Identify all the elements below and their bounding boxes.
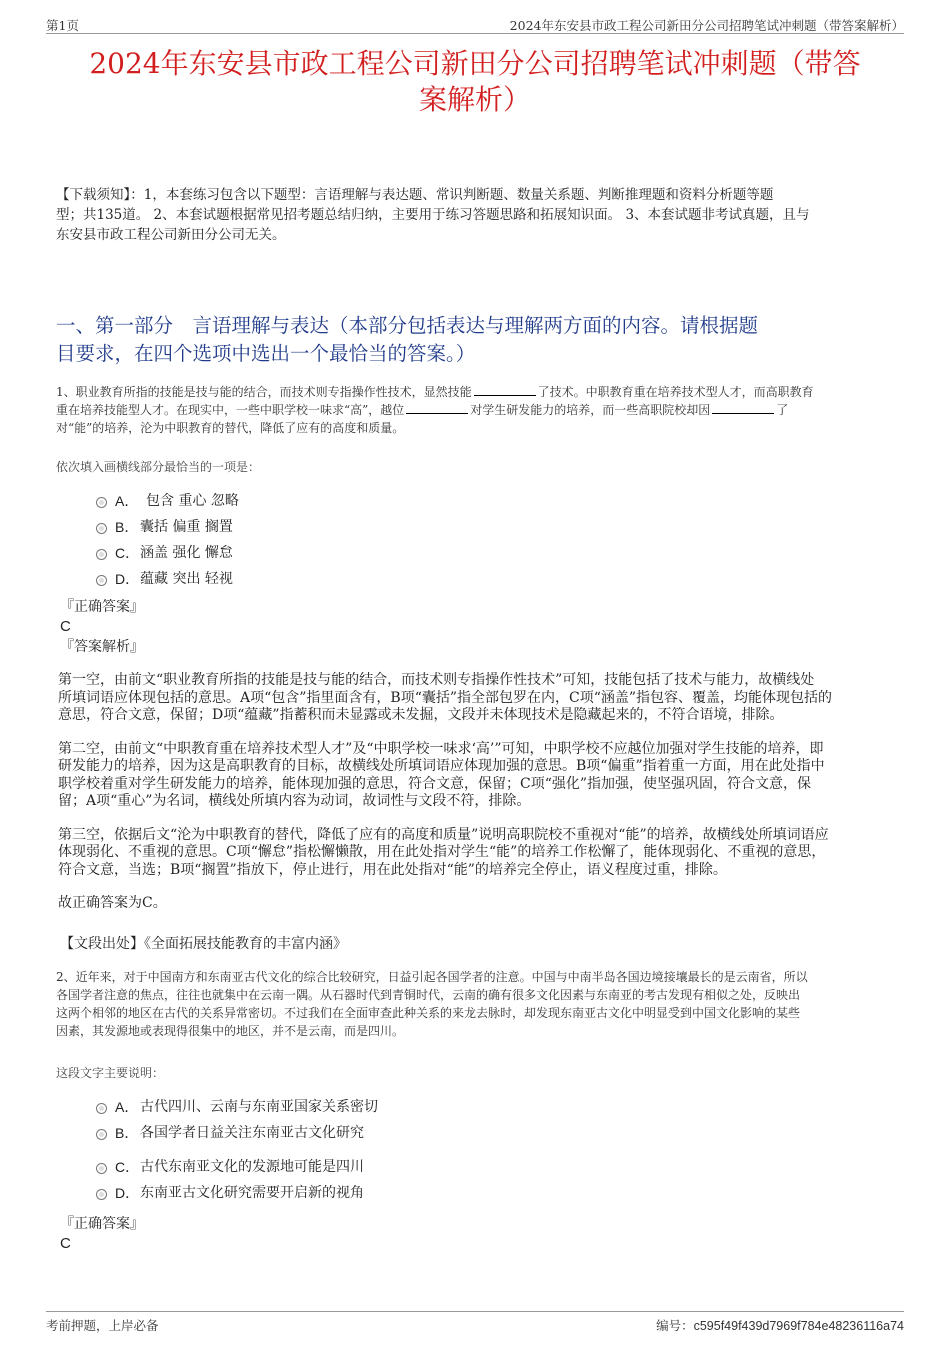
question-1-source: 【文段出处】《全面拓展技能教育的丰富内涵》	[60, 936, 347, 952]
radio-button[interactable]	[96, 1189, 107, 1200]
question-2-options	[96, 1094, 796, 1206]
section-heading-line-2: 目要求，在四个选项中选出一个最恰当的答案。）	[56, 342, 476, 365]
analysis-line: 职学校着重对学生研发能力的培养，能体现加强的意思，符合文意，保留；C项“强化”指加强，使坚强巩固，符合文意，保	[58, 775, 812, 792]
analysis-line: 体现弱化、不重视的意思。C项“懈怠”指松懈懒散，用在此处指对学生“能”的培养工作松懈了，能体现弱化、不重视的意思，	[58, 844, 826, 860]
radio-button[interactable]	[96, 523, 107, 534]
title-line-1: 2024年东安县市政工程公司新田分公司招聘笔试冲刺题（带答	[89, 47, 861, 80]
stem-text: 1、职业教育所指的技能是技与能的结合，而技术则专指操作性技术，显然技能	[56, 385, 472, 399]
option-text: 东南亚古文化研究需要开启新的视角	[140, 1185, 364, 1201]
radio-button[interactable]	[96, 497, 107, 508]
option-letter: B．	[115, 519, 139, 535]
question-1-analysis	[58, 672, 898, 929]
question-1-line-3: 对“能”的培养，沦为中职教育的替代，降低了应有的高度和质量。	[56, 421, 405, 435]
q1-option-b[interactable]	[96, 514, 796, 540]
section-heading	[56, 312, 900, 368]
question-2-answer	[60, 1214, 144, 1254]
header-doc-title: 2024年东安县市政工程公司新田分公司招聘笔试冲刺题（带答案解析）	[509, 18, 904, 33]
page-header	[46, 14, 904, 34]
question-2-prompt: 这段文字主要说明：	[56, 1066, 165, 1080]
option-text: 涵盖 强化 懈怠	[140, 545, 233, 561]
option-text: 古代东南亚文化的发源地可能是四川	[140, 1159, 364, 1175]
fill-blank-3	[712, 401, 774, 414]
option-text: 蕴藏 突出 轻视	[140, 571, 233, 587]
option-letter: C．	[115, 545, 140, 561]
page-number: 第1页	[46, 18, 79, 33]
section-heading-line-1: 一、第一部分 言语理解与表达（本部分包括表达与理解两方面的内容。请根据题	[56, 314, 759, 337]
code-label: 编号：	[656, 1318, 694, 1333]
answer-label: 『正确答案』	[60, 1216, 144, 1232]
question-2-stem	[56, 968, 900, 1040]
answer-value: C	[60, 618, 71, 635]
document-code	[656, 1316, 904, 1334]
notice-line-1: 【下载须知】：1，本套练习包含以下题型：言语理解与表达题、常识判断题、数量关系题、判断推理题和资料分析题等题	[56, 187, 774, 203]
option-letter: A．	[115, 493, 139, 509]
analysis-line: 符合文意，当选；B项“搁置”指放下，停止进行，用在此处指对“能”的培养完全停止，语义程度过重，排除。	[58, 861, 727, 878]
notice-line-3: 东安县市政工程公司新田分公司无关。	[56, 227, 286, 243]
analysis-line: 故正确答案为C。	[58, 895, 167, 911]
q2-option-d[interactable]	[96, 1180, 796, 1206]
analysis-paragraph	[58, 895, 898, 913]
option-letter: A．	[115, 1099, 139, 1115]
analysis-line: 留；A项“重心”为名词，横线处所填内容为动词，故词性与文段不符，排除。	[58, 793, 531, 809]
q2-option-a[interactable]	[96, 1094, 796, 1120]
analysis-paragraph	[58, 672, 898, 725]
option-letter: D．	[115, 1185, 140, 1201]
analysis-label: 『答案解析』	[60, 639, 144, 655]
document-title	[46, 46, 904, 118]
analysis-line: 第三空，依据后文“沦为中职教育的替代，降低了应有的高度和质量”说明高职院校不重视对“能”的培养，故横线处所填词语应	[58, 826, 829, 843]
stem-text: 了技术。中职教育重在培养技术型人才，而高职教育	[537, 385, 814, 399]
question-1-line-1	[56, 383, 900, 401]
option-letter: C．	[115, 1159, 140, 1175]
answer-label: 『正确答案』	[60, 599, 144, 615]
analysis-line: 所填词语应体现包括的意思。A项“包含”指里面含有，B项“囊括”指全部包罗在内，C项“涵盖”指包容、覆盖，均能体现包括的	[58, 689, 833, 706]
radio-button[interactable]	[96, 1163, 107, 1174]
option-text: 各国学者日益关注东南亚古文化研究	[140, 1125, 364, 1141]
q2-option-c[interactable]	[96, 1154, 796, 1180]
question-2-line: 2、近年来，对于中国南方和东南亚古代文化的综合比较研究，日益引起各国学者的注意。中国与中南半岛各国边境接壤最长的是云南省，所以	[56, 970, 808, 984]
download-notice	[56, 185, 900, 245]
radio-button[interactable]	[96, 549, 107, 560]
analysis-line: 第二空，由前文“中职教育重在培养技术型人才”及“中职学校一味求‘高’”可知，中职学校不应越位加强对学生技能的培养，即	[58, 740, 824, 757]
question-2-line: 这两个相邻的地区在古代的关系异常密切。不过我们在全面审查此种关系的来龙去脉时，却发现东南亚古文化中明显受到中国文化影响的某些	[56, 1006, 801, 1020]
footer-slogan: 考前押题，上岸必备	[46, 1318, 159, 1333]
q1-option-c[interactable]	[96, 540, 796, 566]
option-text: 囊括 偏重 搁置	[140, 519, 233, 535]
stem-text: 重在培养技能型人才。在现实中，一些中职学校一味求“高”，越位	[56, 403, 405, 417]
stem-text: 对学生研发能力的培养，而一些高职院校却因	[470, 403, 711, 417]
question-1-line-2	[56, 401, 900, 419]
title-line-2: 案解析）	[418, 83, 531, 116]
option-letter: D．	[115, 571, 140, 587]
answer-value: C	[60, 1235, 71, 1252]
question-1-options	[96, 488, 796, 592]
q1-option-a[interactable]	[96, 488, 796, 514]
question-1-stem	[56, 383, 900, 437]
code-value: c595f49f439d7969f784e48236116a74	[693, 1319, 904, 1333]
option-text: 古代四川、云南与东南亚国家关系密切	[140, 1099, 378, 1115]
analysis-paragraph	[58, 741, 898, 811]
question-1-prompt: 依次填入画横线部分最恰当的一项是：	[56, 460, 261, 474]
radio-button[interactable]	[96, 1129, 107, 1140]
radio-button[interactable]	[96, 575, 107, 586]
option-text: 包含 重心 忽略	[146, 493, 239, 509]
notice-line-2: 型；共135道。 2、本套试题根据常见招考题总结归纳，主要用于练习答题思路和拓展知识面。 3、本套试题非考试真题，且与	[56, 207, 810, 223]
q1-option-d[interactable]	[96, 566, 796, 592]
radio-button[interactable]	[96, 1103, 107, 1114]
question-2-line: 各国学者注意的焦点，往往也就集中在云南一隅。从石器时代到青铜时代，云南的确有很多文化因素与东南亚的考古发现有相似之处，反映出	[56, 988, 801, 1002]
stem-text: 了	[776, 403, 789, 417]
analysis-line: 研发能力的培养，因为这是高职教育的目标，故横线处所填词语应体现加强的意思。B项“偏重”指着重一方面，用在此处指中	[58, 758, 825, 774]
fill-blank-1	[474, 383, 536, 396]
question-1-answer	[60, 597, 144, 657]
option-letter: B．	[115, 1125, 139, 1141]
analysis-line: 意思，符合文意，保留；D项“蕴藏”指蓄积而未显露或未发掘，文段并未体现技术是隐藏起来的，不符合语境，排除。	[58, 707, 784, 723]
question-2-line: 因素，其发源地或表现得很集中的地区，并不是云南，而是四川。	[56, 1024, 405, 1038]
analysis-line: 第一空，由前文“职业教育所指的技能是技与能的结合，而技术则专指操作性技术”可知，技能包括了技术与能力，故横线处	[58, 672, 815, 688]
page-footer	[46, 1311, 904, 1334]
fill-blank-2	[406, 401, 468, 414]
q2-option-b[interactable]	[96, 1120, 796, 1146]
analysis-paragraph	[58, 827, 898, 880]
